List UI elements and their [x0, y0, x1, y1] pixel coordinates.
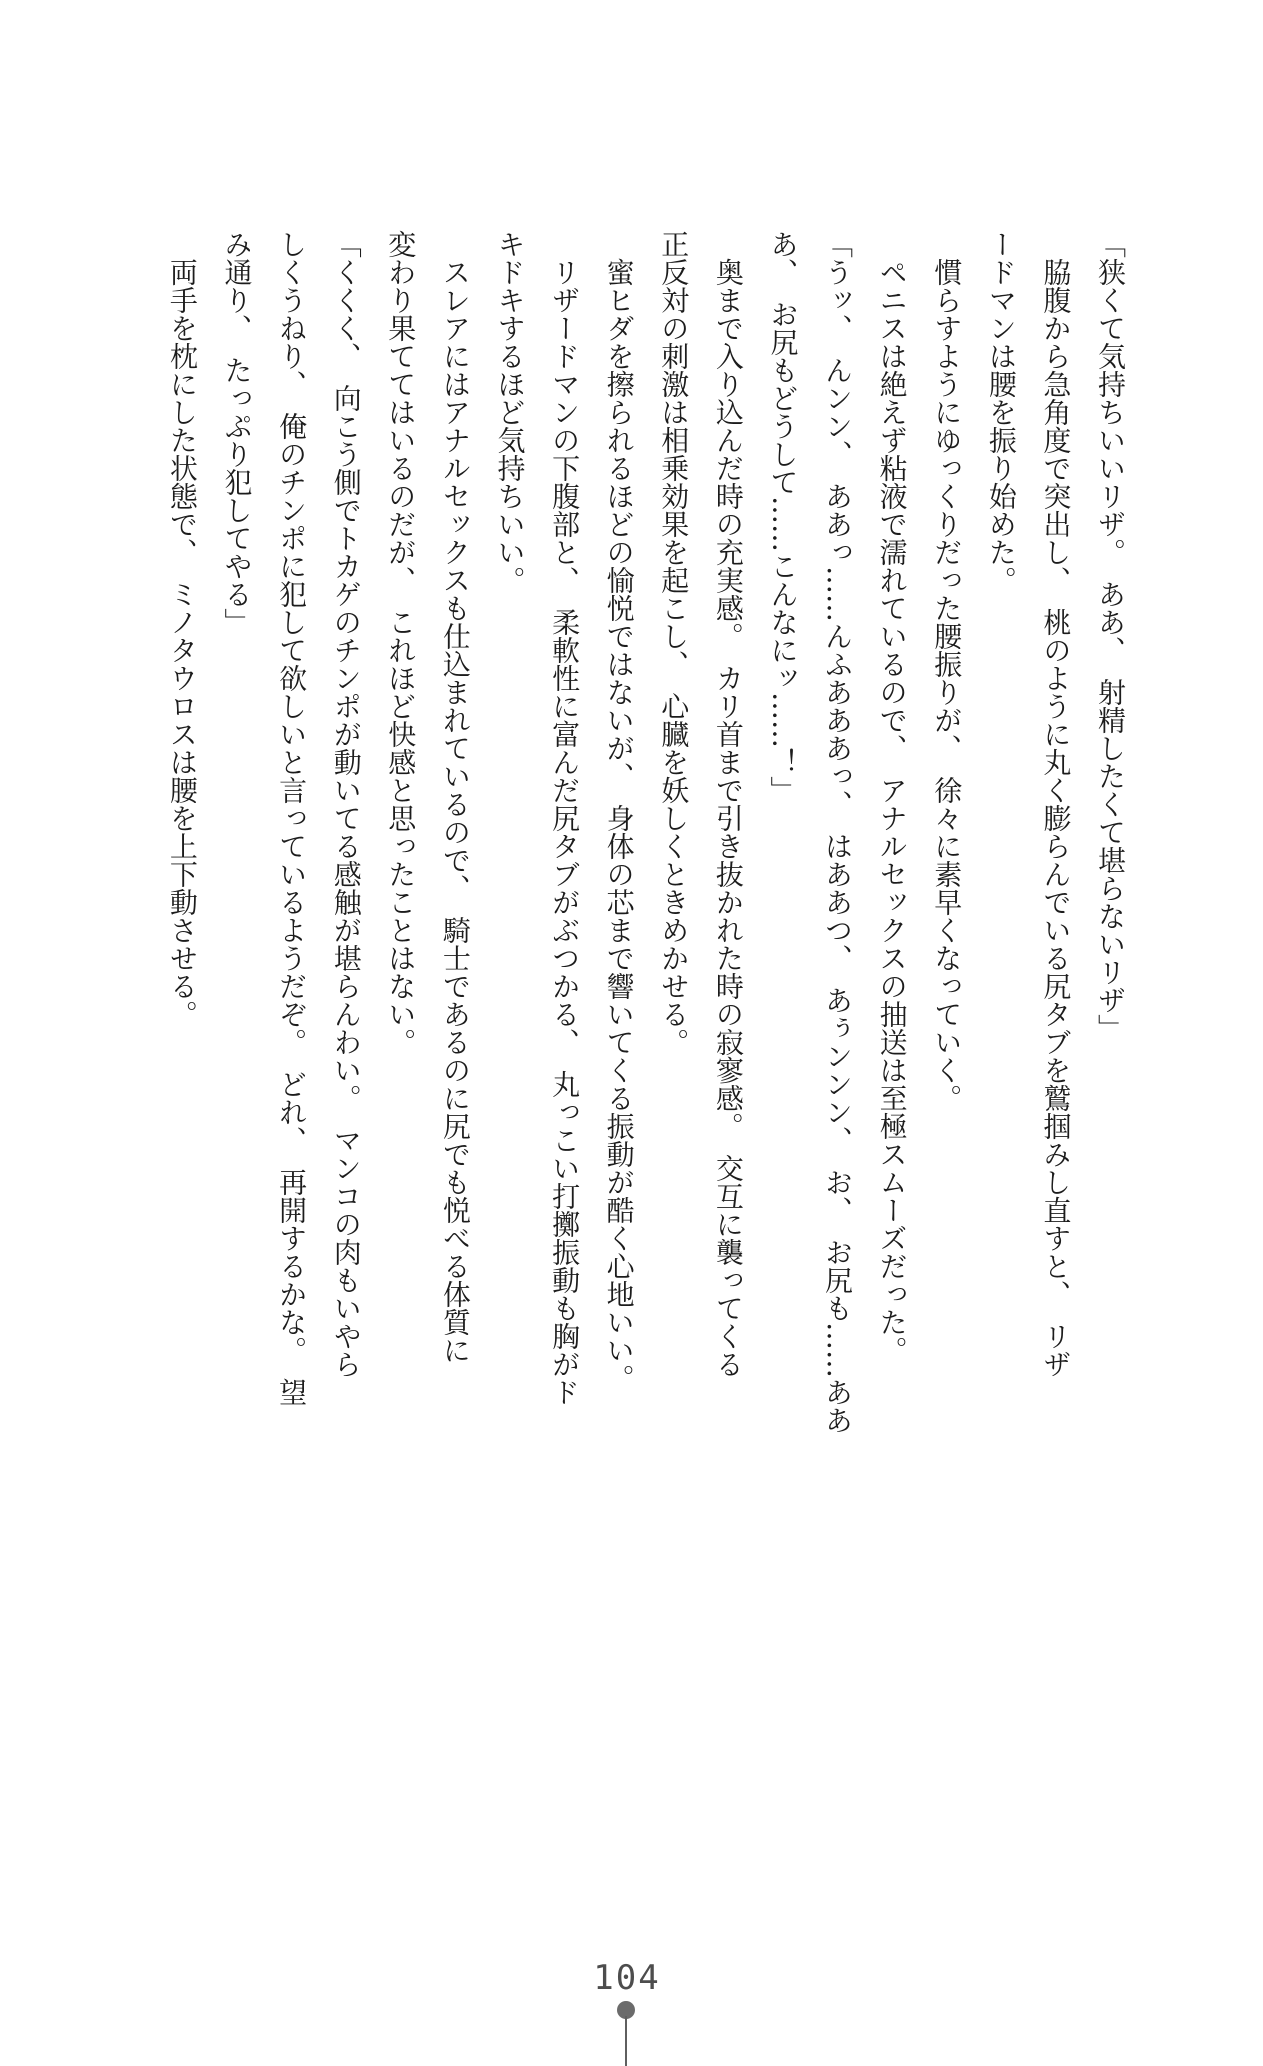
text-line: キドキするほど気持ちいい。 — [493, 230, 527, 594]
text-line: み通り、 たっぷり犯してやる」 — [220, 230, 254, 636]
text-line: スレアにはアナルセックスも仕込まれているので、 騎士であるのに尻でも悦べる体質に — [438, 230, 472, 1364]
text-block — [154, 230, 1137, 1510]
text-line: 「狭くて気持ちいいリザ。 ああ、 射精したくて堪らないリザ」 — [1094, 230, 1127, 1042]
text-line: 「くくく、 向こう側でトカゲのチンポが動いてる感触が堪らんわい。 マンコの肉もいやら — [329, 230, 363, 1378]
text-line: ペニスは絶えず粘液で濡れているので、 アナルセックスの抽送は至極スムーズだった。 — [875, 230, 909, 1364]
text-line: 変わり果ててはいるのだが、 これほど快感と思ったことはない。 — [384, 230, 418, 1056]
text-line: 慣らすようにゆっくりだった腰振りが、 徐々に素早くなっていく。 — [930, 230, 964, 1112]
text-line: しくうねり、 俺のチンポに犯して欲しいと言っているようだぞ。 どれ、 再開するかな。 望 — [275, 230, 309, 1406]
text-line: 両手を枕にした状態で、 ミノタウロスは腰を上下動させる。 — [165, 230, 199, 1028]
text-line: 蜜ヒダを擦られるほどの愉悦ではないが、 身体の芯まで響いてくる振動が酷く心地いい。 — [602, 230, 636, 1392]
footer-ornament-line — [625, 2016, 627, 2066]
text-line: 奥まで入り込んだ時の充実感。 カリ首まで引き抜かれた時の寂寥感。 交互に襲ってくる — [711, 230, 745, 1378]
text-line: 正反対の刺激は相乗効果を起こし、 心臓を妖しくときめかせる。 — [657, 230, 691, 1056]
text-line: 「うッ、 んンン、 ああっ……んふあああっ、 はああつ、 あぅンンン、 お、 お尻も……ああ — [821, 230, 855, 1434]
text-line: ードマンは腰を振り始めた。 — [984, 230, 1018, 594]
text-line: リザードマンの下腹部と、 柔軟性に富んだ尻タブがぶつかる、 丸っこい打擲振動も胸がド — [548, 230, 582, 1406]
text-line: あ、 お尻もどうして……こんなにッ……！」 — [766, 230, 800, 804]
text-line: 脇腹から急角度で突出し、 桃のように丸く膨らんでいる尻タブを鷲掴みし直すと、 リザ — [1039, 230, 1073, 1378]
page-number: 104 — [593, 1958, 661, 1998]
